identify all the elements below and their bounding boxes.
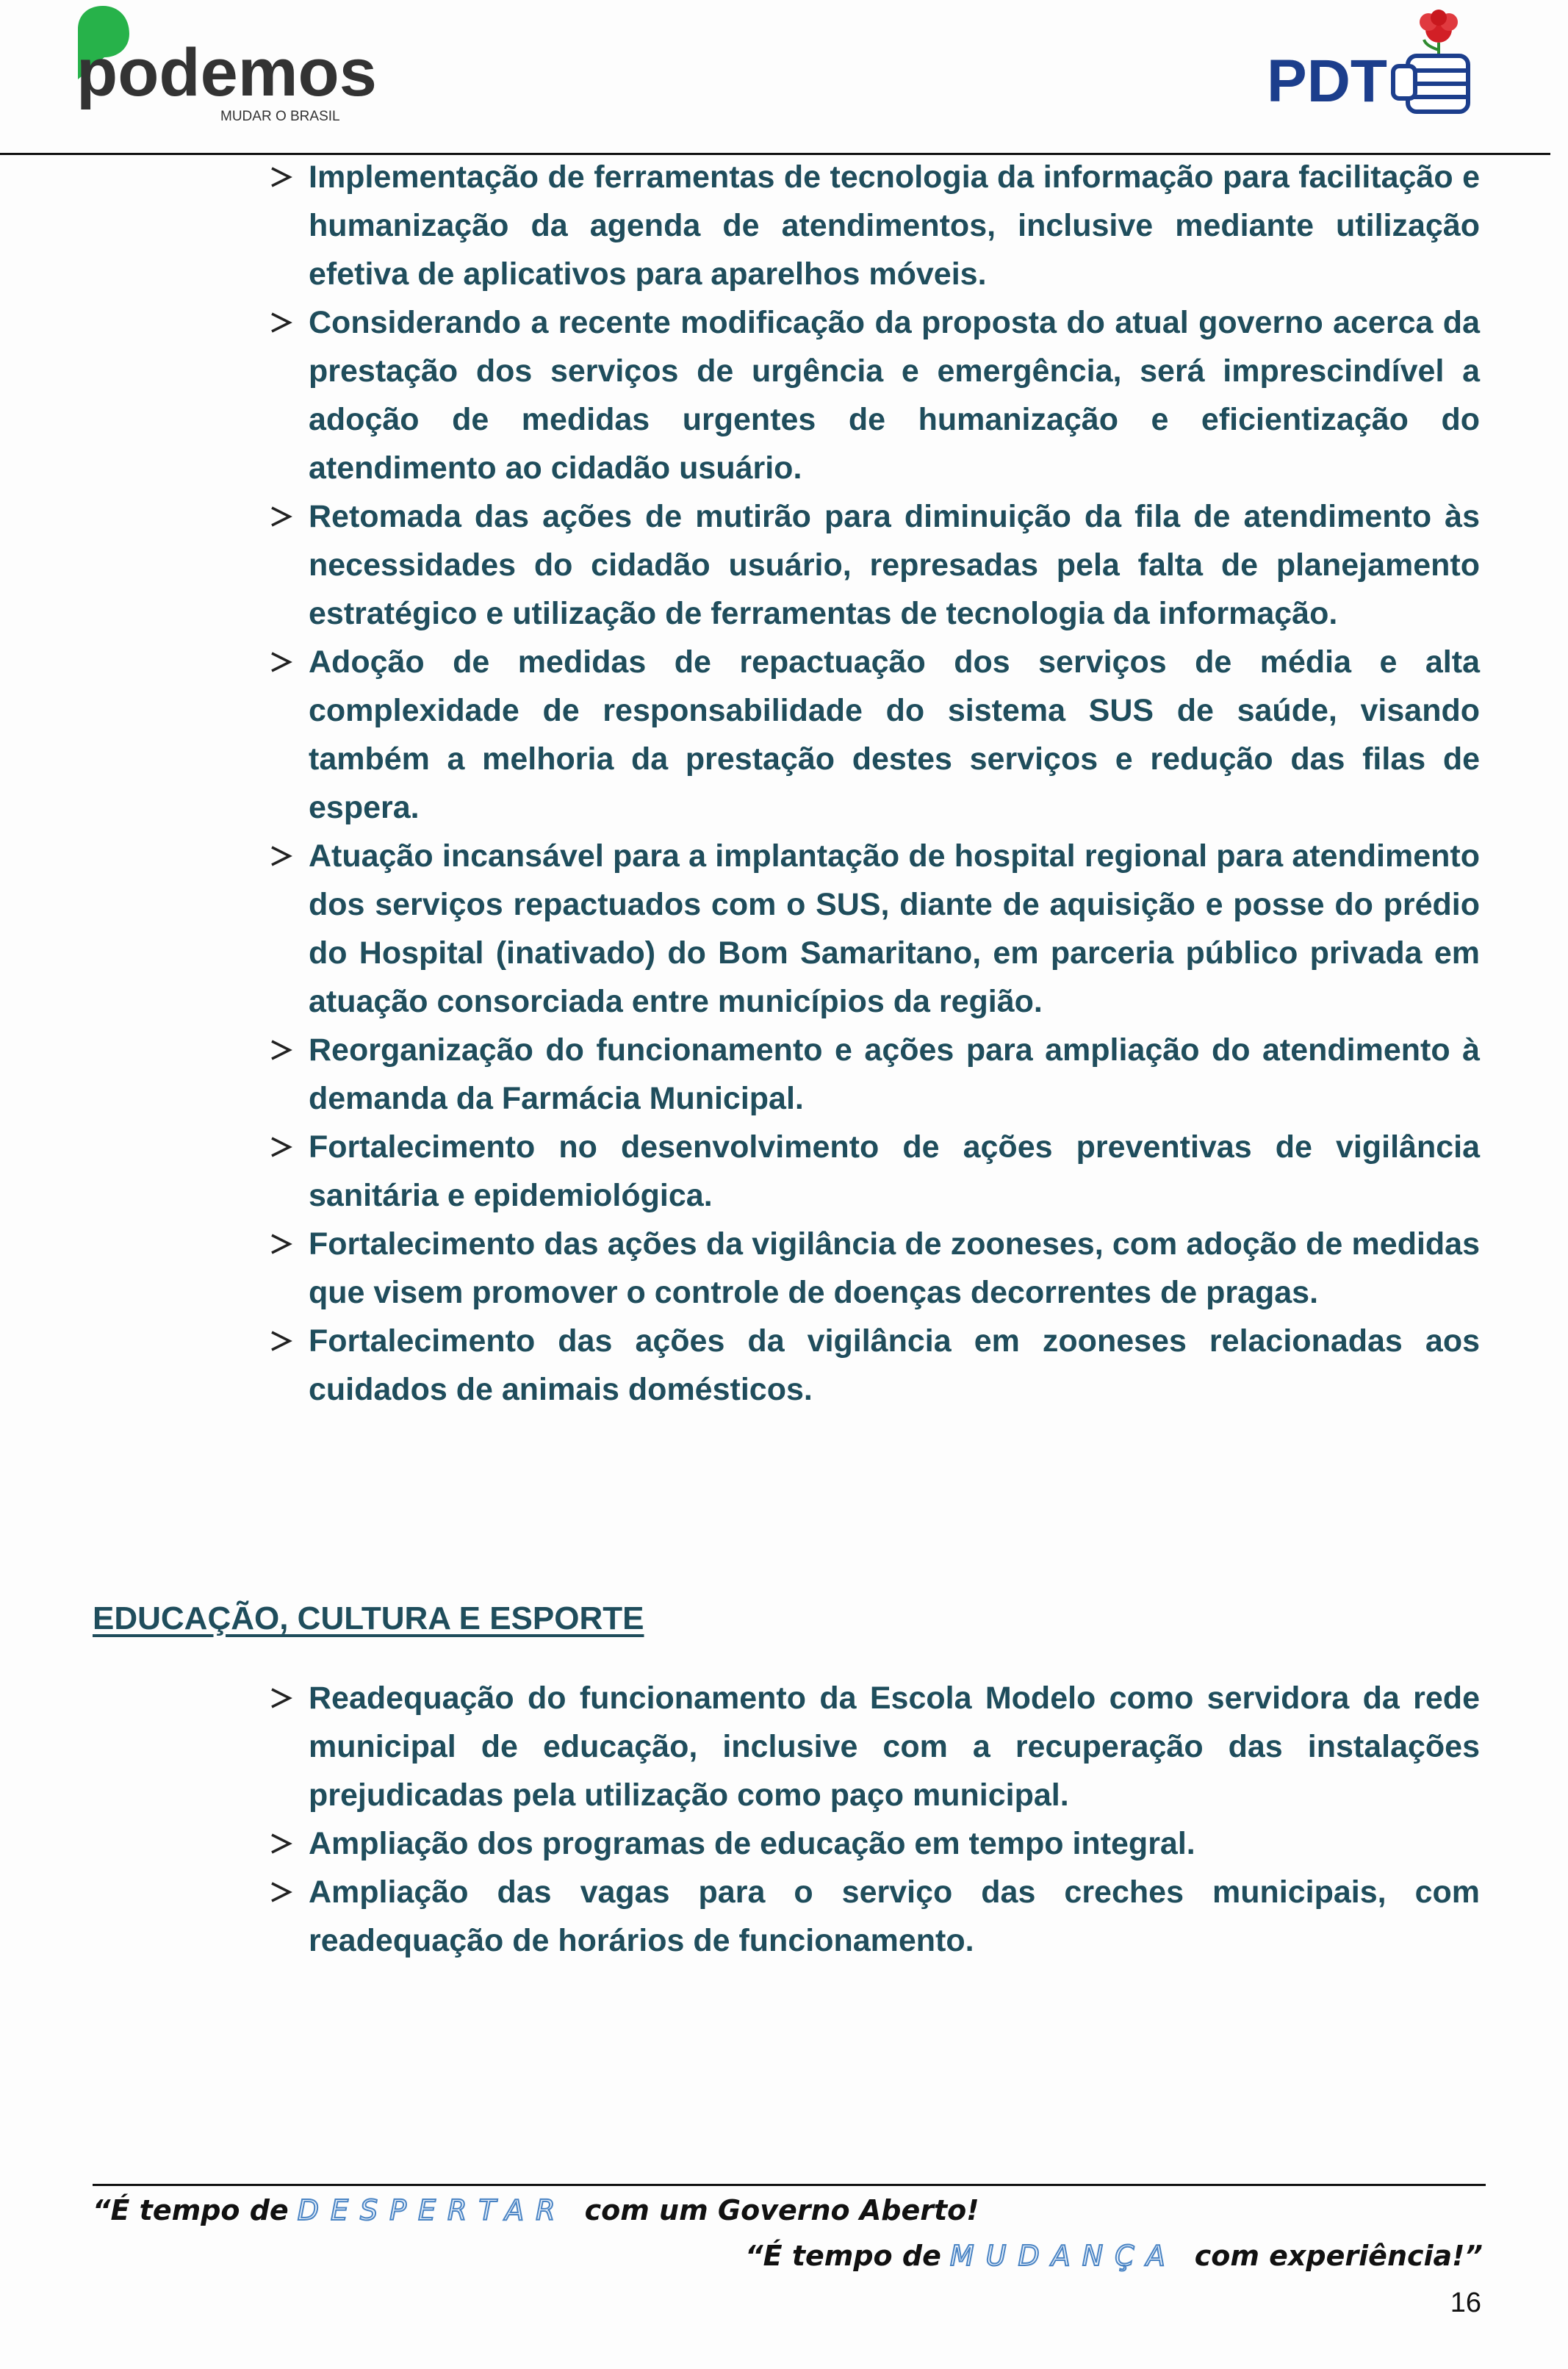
list-item: Ampliação das vagas para o serviço das creches municipais, com readequação de horários de funcionamento. [267, 1868, 1480, 1965]
arrow-bullet-icon [267, 638, 300, 686]
arrow-bullet-icon [267, 1674, 300, 1722]
podemos-logo [73, 4, 377, 129]
slogan-suffix: com um Governo Aberto! [584, 2194, 979, 2226]
page-number: 16 [1450, 2287, 1481, 2318]
list-item: Readequação do funcionamento da Escola Modelo como servidora da rede municipal de educação, inclusive com a recuperação das instalações prejudicadas pela utilização como paço municipal. [267, 1674, 1480, 1819]
footer-slogan-1 [93, 2190, 979, 2231]
education-bullet-list [267, 1674, 1480, 1965]
list-item: Atuação incansável para a implantação de hospital regional para atendimento dos serviços repactuados com o SUS, diante de aquisição e posse do prédio do Hospital (inativado) do Bom Samaritano, em parceria público privada em atuação consorciada entre municípios da região. [267, 832, 1480, 1026]
list-item: Adoção de medidas de repactuação dos serviços de média e alta complexidade de responsabilidade do sistema SUS de saúde, visando também a melhoria da prestação destes serviços e redução das filas de espera. [267, 638, 1480, 832]
fist-icon [1393, 56, 1468, 112]
slogan-highlight: DESPERTAR [297, 2194, 567, 2226]
arrow-bullet-icon [267, 153, 300, 201]
podemos-wordmark: podemos [76, 35, 377, 110]
slogan-suffix: com experiência!” [1194, 2240, 1483, 2272]
slogan-prefix: “É tempo de [93, 2194, 289, 2226]
pdt-logo [1264, 7, 1477, 118]
list-item: Ampliação dos programas de educação em tempo integral. [267, 1819, 1480, 1868]
slogan-highlight: MUDANÇA [949, 2240, 1177, 2272]
footer-divider [93, 2184, 1486, 2186]
arrow-bullet-icon [267, 298, 300, 347]
list-item: Reorganização do funcionamento e ações para ampliação do atendimento à demanda da Farmácia Municipal. [267, 1026, 1480, 1123]
arrow-bullet-icon [267, 1819, 300, 1868]
arrow-bullet-icon [267, 832, 300, 880]
list-item: Considerando a recente modificação da proposta do atual governo acerca da prestação dos serviços de urgência e emergência, será imprescindível a adoção de medidas urgentes de humanização e eficientização do atendimento ao cidadão usuário. [267, 298, 1480, 492]
list-item: Fortalecimento das ações da vigilância em zooneses relacionadas aos cuidados de animais domésticos. [267, 1317, 1480, 1414]
slogan-prefix: “É tempo de [745, 2240, 941, 2272]
arrow-bullet-icon [267, 492, 300, 541]
arrow-bullet-icon [267, 1868, 300, 1916]
list-item: Retomada das ações de mutirão para diminuição da fila de atendimento às necessidades do cidadão usuário, represadas pela falta de planejamento estratégico e utilização de ferramentas de tecnologia da informação. [267, 492, 1480, 638]
list-item: Fortalecimento das ações da vigilância de zooneses, com adoção de medidas que visem promover o controle de doenças decorrentes de pragas. [267, 1220, 1480, 1317]
footer-slogan-2 [745, 2235, 1483, 2276]
podemos-tagline: MUDAR O BRASIL [220, 109, 340, 124]
list-item: Fortalecimento no desenvolvimento de ações preventivas de vigilância sanitária e epidemiológica. [267, 1123, 1480, 1220]
health-bullet-list [267, 153, 1480, 1414]
arrow-bullet-icon [267, 1317, 300, 1365]
arrow-bullet-icon [267, 1220, 300, 1268]
arrow-bullet-icon [267, 1026, 300, 1074]
arrow-bullet-icon [267, 1123, 300, 1171]
rose-icon [1420, 10, 1458, 56]
section-title: EDUCAÇÃO, CULTURA E ESPORTE [93, 1600, 644, 1636]
pdt-wordmark: PDT [1267, 48, 1387, 115]
list-item: Implementação de ferramentas de tecnologia da informação para facilitação e humanização da agenda de atendimentos, inclusive mediante utilização efetiva de aplicativos para aparelhos móveis. [267, 153, 1480, 298]
